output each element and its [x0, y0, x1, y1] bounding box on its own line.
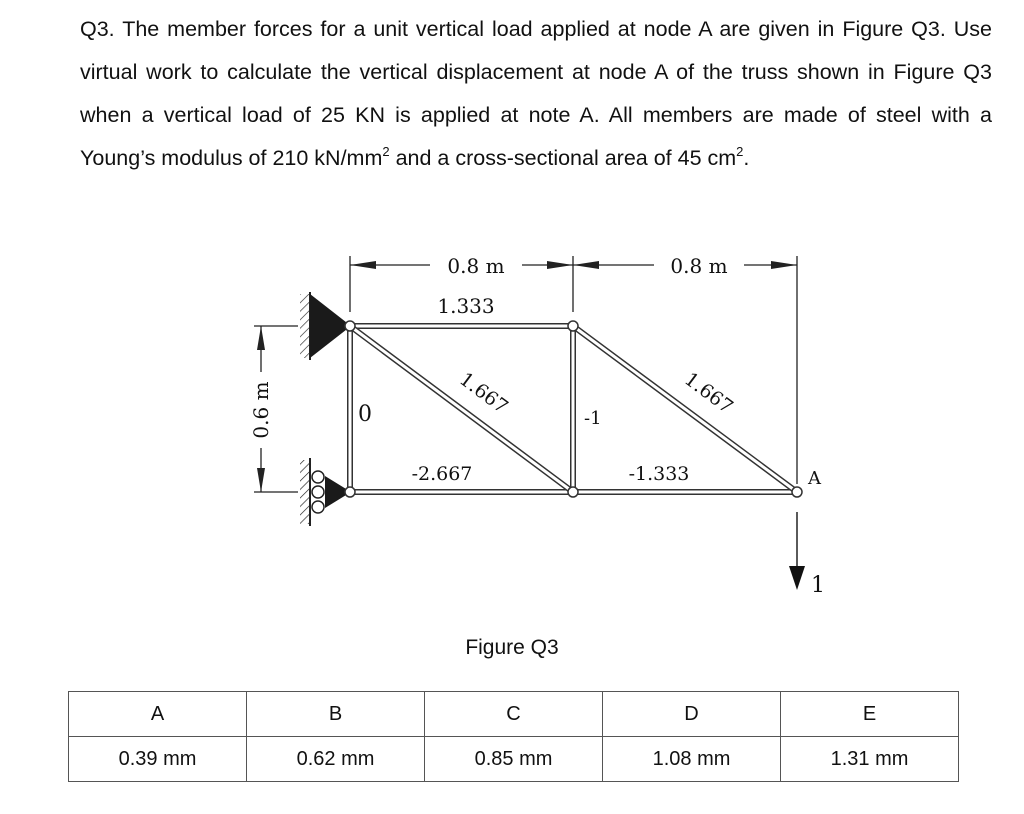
load-arrow: [789, 512, 805, 590]
node-top-mid: [568, 321, 578, 331]
node-top-left: [345, 321, 355, 331]
node-label-a: A: [808, 468, 821, 489]
force-label-top-chord: 1.333: [437, 294, 495, 318]
dimension-label-right: 0.8 m: [670, 254, 728, 278]
option-header-c: C: [425, 692, 603, 737]
pin-support: [300, 292, 351, 360]
option-header-a: A: [69, 692, 247, 737]
option-header-b: B: [247, 692, 425, 737]
force-label-bottom-right: -1.333: [628, 463, 690, 485]
force-label-left-vertical: 0: [358, 402, 372, 427]
answer-options-table: [68, 691, 959, 782]
option-value-a[interactable]: 0.39 mm: [69, 737, 247, 782]
option-value-b[interactable]: 0.62 mm: [247, 737, 425, 782]
figure-caption: Figure Q3: [465, 636, 559, 659]
node-a: [792, 487, 802, 497]
option-value-c[interactable]: 0.85 mm: [425, 737, 603, 782]
roller-support: [300, 458, 351, 526]
node-bottom-mid: [568, 487, 578, 497]
superscript-2: 2: [736, 143, 744, 159]
dimension-label-left: 0.8 m: [447, 254, 505, 278]
question-part-2: and a cross-sectional area of 45 cm: [389, 146, 737, 170]
option-value-e[interactable]: 1.31 mm: [781, 737, 959, 782]
option-header-d: D: [603, 692, 781, 737]
node-bottom-left: [345, 487, 355, 497]
force-label-diag-left: 1.667: [455, 368, 512, 419]
options-value-row: [69, 737, 959, 782]
force-label-diag-right: 1.667: [680, 368, 737, 419]
option-value-d[interactable]: 1.08 mm: [603, 737, 781, 782]
options-header-row: [69, 692, 959, 737]
question-part-1: Q3. The member forces for a unit vertical load applied at node A are given in Figure Q3. Use virtual work to calculate the vertical displacement at node A of the truss shown in Figure Q3 when a vertical load of 25 KN is applied at note A. All members are made of steel with a Young’s modulus of 210 kN/mm: [80, 17, 992, 170]
load-label: 1: [811, 573, 825, 598]
superscript-1: 2: [382, 143, 390, 159]
force-label-bottom-left: -2.667: [411, 463, 473, 485]
force-label-mid-vertical: -1: [584, 408, 602, 429]
dimension-label-height: 0.6 m: [249, 381, 273, 439]
question-part-3: .: [743, 146, 750, 170]
option-header-e: E: [781, 692, 959, 737]
